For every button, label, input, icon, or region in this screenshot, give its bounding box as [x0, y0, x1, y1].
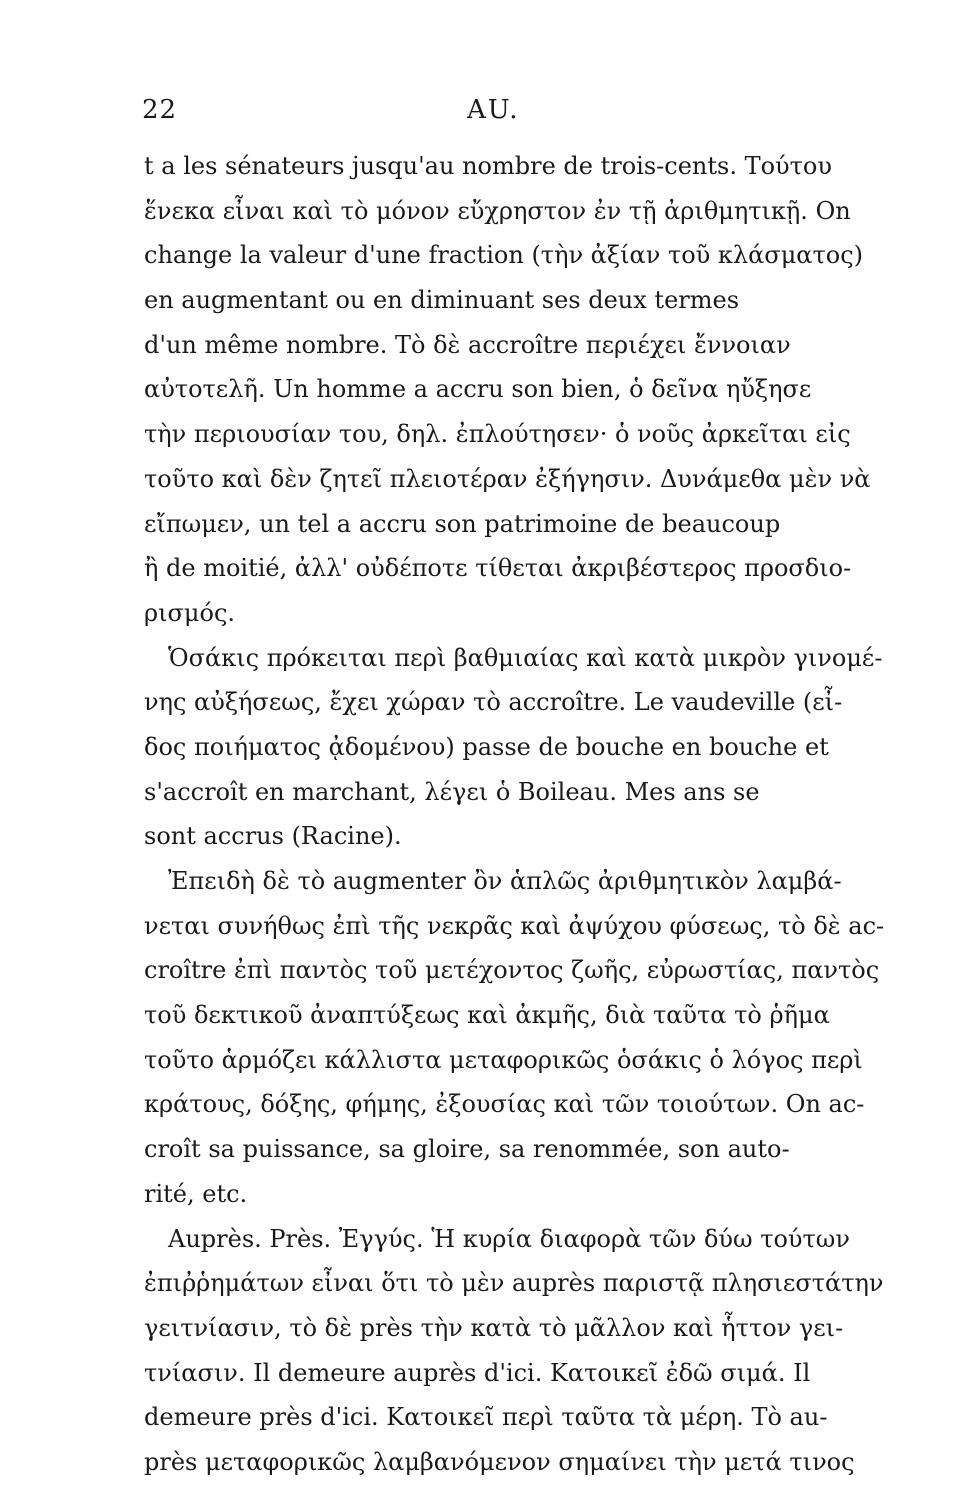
text-line: κράτους, δόξης, φήμης, ἐξουσίας καὶ τῶν τοιούτων. On ac-	[144, 1090, 865, 1119]
text-line: γειτνίασιν, τὸ δὲ près τὴν κατὰ τὸ μᾶλλον καὶ ἧττον γει-	[144, 1313, 844, 1342]
text-line: en augmentant ou en diminuant ses deux termes	[144, 286, 740, 315]
running-head	[142, 95, 882, 135]
text-line: sont accrus (Racine).	[144, 822, 402, 851]
text-line: croît sa puissance, sa gloire, sa renommée, son auto-	[144, 1135, 790, 1164]
text-line: τοῦτο καὶ δὲν ζητεῖ πλειοτέραν ἐξήγησιν. Δυνάμεθα μὲν νὰ	[144, 464, 871, 493]
text-line: τοῦτο ἁρμόζει κάλλιστα μεταφορικῶς ὁσάκις ὁ λόγος περὶ	[144, 1045, 863, 1074]
running-title: AU.	[467, 95, 520, 125]
text-line: s'accroît en marchant, λέγει ὁ Boileau. Mes ans se	[144, 777, 760, 806]
text-line: près μεταφορικῶς λαμβανόμενον σημαίνει τὴν μετά τινος	[144, 1447, 855, 1476]
page-number: 22	[142, 95, 178, 125]
text-line: τοῦ δεκτικοῦ ἀναπτύξεως καὶ ἀκμῆς, διὰ ταῦτα τὸ ῥῆμα	[144, 1001, 830, 1030]
text-line: rité, etc.	[144, 1179, 248, 1208]
text-line: Auprès. Près. Ἐγγύς. Ἡ κυρία διαφορὰ τῶν δύω τούτων	[168, 1224, 850, 1253]
text-line: change la valeur d'une fraction (τὴν ἀξίαν τοῦ κλάσματος)	[144, 241, 864, 270]
text-line: τνίασιν. Il demeure auprès d'ici. Κατοικεῖ ἐδῶ σιμά. Il	[144, 1358, 811, 1387]
text-line: ἢ de moitié, ἀλλ' οὐδέποτε τίθεται ἀκριβέστερος προσδιο-	[144, 554, 852, 583]
text-line: t a les sénateurs jusqu'au nombre de trois-cents. Τούτου	[144, 152, 832, 180]
text-line: ἐπιῤῥημάτων εἶναι ὅτι τὸ μὲν auprès παριστᾷ πλησιεστάτην	[144, 1269, 884, 1298]
text-line: εἴπωμεν, un tel a accru son patrimoine de beaucoup	[144, 509, 781, 538]
text-line: Ἐπειδὴ δὲ τὸ augmenter ὂν ἁπλῶς ἀριθμητικὸν λαμβά-	[168, 867, 842, 895]
text-line: τὴν περιουσίαν του, δηλ. ἐπλούτησεν· ὁ νοῦς ἀρκεῖται εἰς	[144, 420, 851, 449]
text-line: νης αὐξήσεως, ἔχει χώραν τὸ accroître. Le vaudeville (εἶ-	[144, 688, 843, 717]
body-text	[144, 144, 884, 1485]
text-line: ἕνεκα εἶναι καὶ τὸ μόνον εὔχρηστον ἐν τῇ ἀριθμητικῇ. On	[144, 196, 851, 225]
text-line: d'un même nombre. Τὸ δὲ accroître περιέχει ἔννοιαν	[144, 330, 791, 359]
text-line: νεται συνήθως ἐπὶ τῆς νεκρᾶς καὶ ἀψύχου φύσεως, τὸ δὲ ac-	[144, 911, 884, 940]
text-line: αὐτοτελῆ. Un homme a accru son bien, ὁ δεῖνα ηὔξησε	[144, 375, 812, 404]
text-line: δος ποιήματος ᾀδομένου) passe de bouche en bouche et	[144, 732, 829, 761]
text-line: demeure près d'ici. Κατοικεῖ περὶ ταῦτα τὰ μέρη. Τὸ au-	[144, 1403, 828, 1432]
text-line: Ὁσάκις πρόκειται περὶ βαθμιαίας καὶ κατὰ μικρὸν γινομέ-	[168, 643, 883, 672]
text-line: croître ἐπὶ παντὸς τοῦ μετέχοντος ζωῆς, εὐρωστίας, παντὸς	[144, 956, 880, 985]
text-line: ρισμός.	[144, 598, 236, 627]
